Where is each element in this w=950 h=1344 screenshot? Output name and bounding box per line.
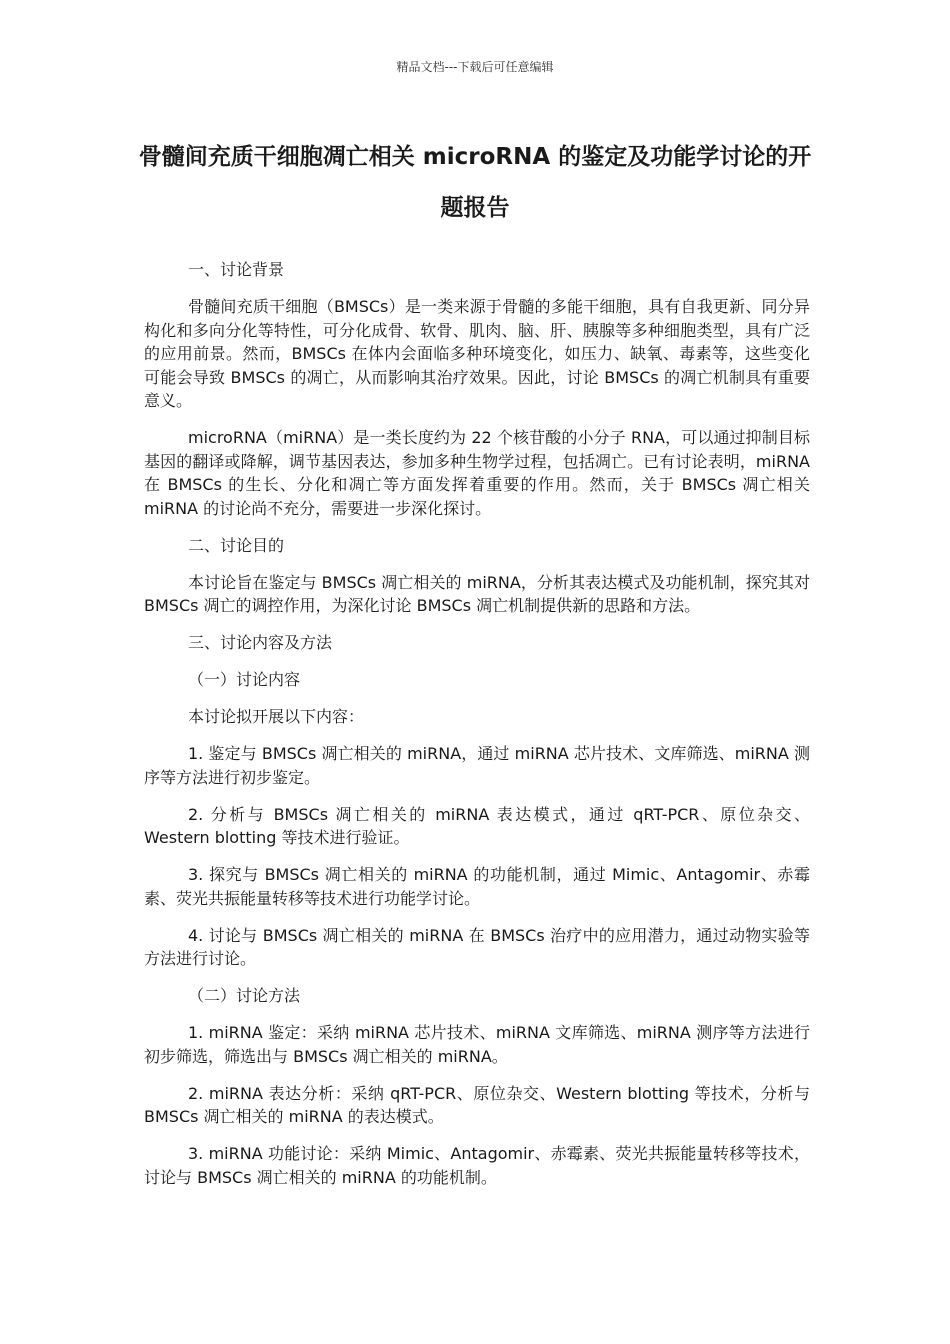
method-item: 3. miRNA 功能讨论：采纳 Mimic、Antagomir、赤霉素、荧光共振能量转移等技术，讨论与 BMSCs 凋亡相关的 miRNA 的功能机制。	[144, 1144, 810, 1187]
header-note: 精品文档---下载后可任意编辑	[396, 60, 554, 74]
section-heading-background: 一、讨论背景	[188, 260, 285, 279]
content-item: 3. 探究与 BMSCs 凋亡相关的 miRNA 的功能机制，通过 Mimic、Antagomir、赤霉素、荧光共振能量转移等技术进行功能学讨论。	[144, 865, 810, 908]
subheading-content: （一）讨论内容	[188, 670, 301, 689]
content-intro: 本讨论拟开展以下内容：	[188, 707, 365, 726]
paragraph-mirna-intro: microRNA（miRNA）是一类长度约为 22 个核苷酸的小分子 RNA，可以通过抑制目标基因的翻译或降解，调节基因表达，参加多种生物学过程，包括凋亡。已有讨论表明，miRNA 在 BMSCs 的生长、分化和凋亡等方面发挥着重要的作用。然而，关于 BMSCs 凋亡相关 miRNA 的讨论尚不充分，需要进一步深化探讨。	[144, 428, 810, 518]
document-title: 骨髓间充质干细胞凋亡相关 microRNA 的鉴定及功能学讨论的开题报告	[138, 144, 812, 221]
content-item: 1. 鉴定与 BMSCs 凋亡相关的 miRNA，通过 miRNA 芯片技术、文库筛选、miRNA 测序等方法进行初步鉴定。	[144, 744, 810, 787]
paragraph-purpose: 本讨论旨在鉴定与 BMSCs 凋亡相关的 miRNA，分析其表达模式及功能机制，探究其对 BMSCs 凋亡的调控作用，为深化讨论 BMSCs 凋亡机制提供新的思路和方法。	[144, 572, 810, 615]
paragraph-bmscs-intro: 骨髓间充质干细胞（BMSCs）是一类来源于骨髓的多能干细胞，具有自我更新、同分异构化和多向分化等特性，可分化成骨、软骨、肌肉、脑、肝、胰腺等多种细胞类型，具有广泛的应用前景。然而，BMSCs 在体内会面临多种环境变化，如压力、缺氧、毒素等，这些变化可能会导致 BMSCs 的凋亡，从而影响其治疗效果。因此，讨论 BMSCs 的凋亡机制具有重要意义。	[144, 297, 810, 410]
section-heading-purpose: 二、讨论目的	[188, 535, 285, 555]
content-item: 2. 分析与 BMSCs 凋亡相关的 miRNA 表达模式，通过 qRT-PCR、原位杂交、Western blotting 等技术进行验证。	[144, 804, 810, 847]
document-body	[144, 258, 810, 1203]
section-heading-content-methods: 三、讨论内容及方法	[188, 633, 333, 652]
content-item: 4. 讨论与 BMSCs 凋亡相关的 miRNA 在 BMSCs 治疗中的应用潜力，通过动物实验等方法进行讨论。	[144, 925, 810, 968]
subheading-methods: （二）讨论方法	[188, 986, 301, 1005]
method-item: 1. miRNA 鉴定：采纳 miRNA 芯片技术、miRNA 文库筛选、miRNA 测序等方法进行初步筛选，筛选出与 BMSCs 凋亡相关的 miRNA。	[144, 1023, 810, 1066]
method-item: 2. miRNA 表达分析：采纳 qRT-PCR、原位杂交、Western blotting 等技术，分析与 BMSCs 凋亡相关的 miRNA 的表达模式。	[144, 1083, 810, 1126]
